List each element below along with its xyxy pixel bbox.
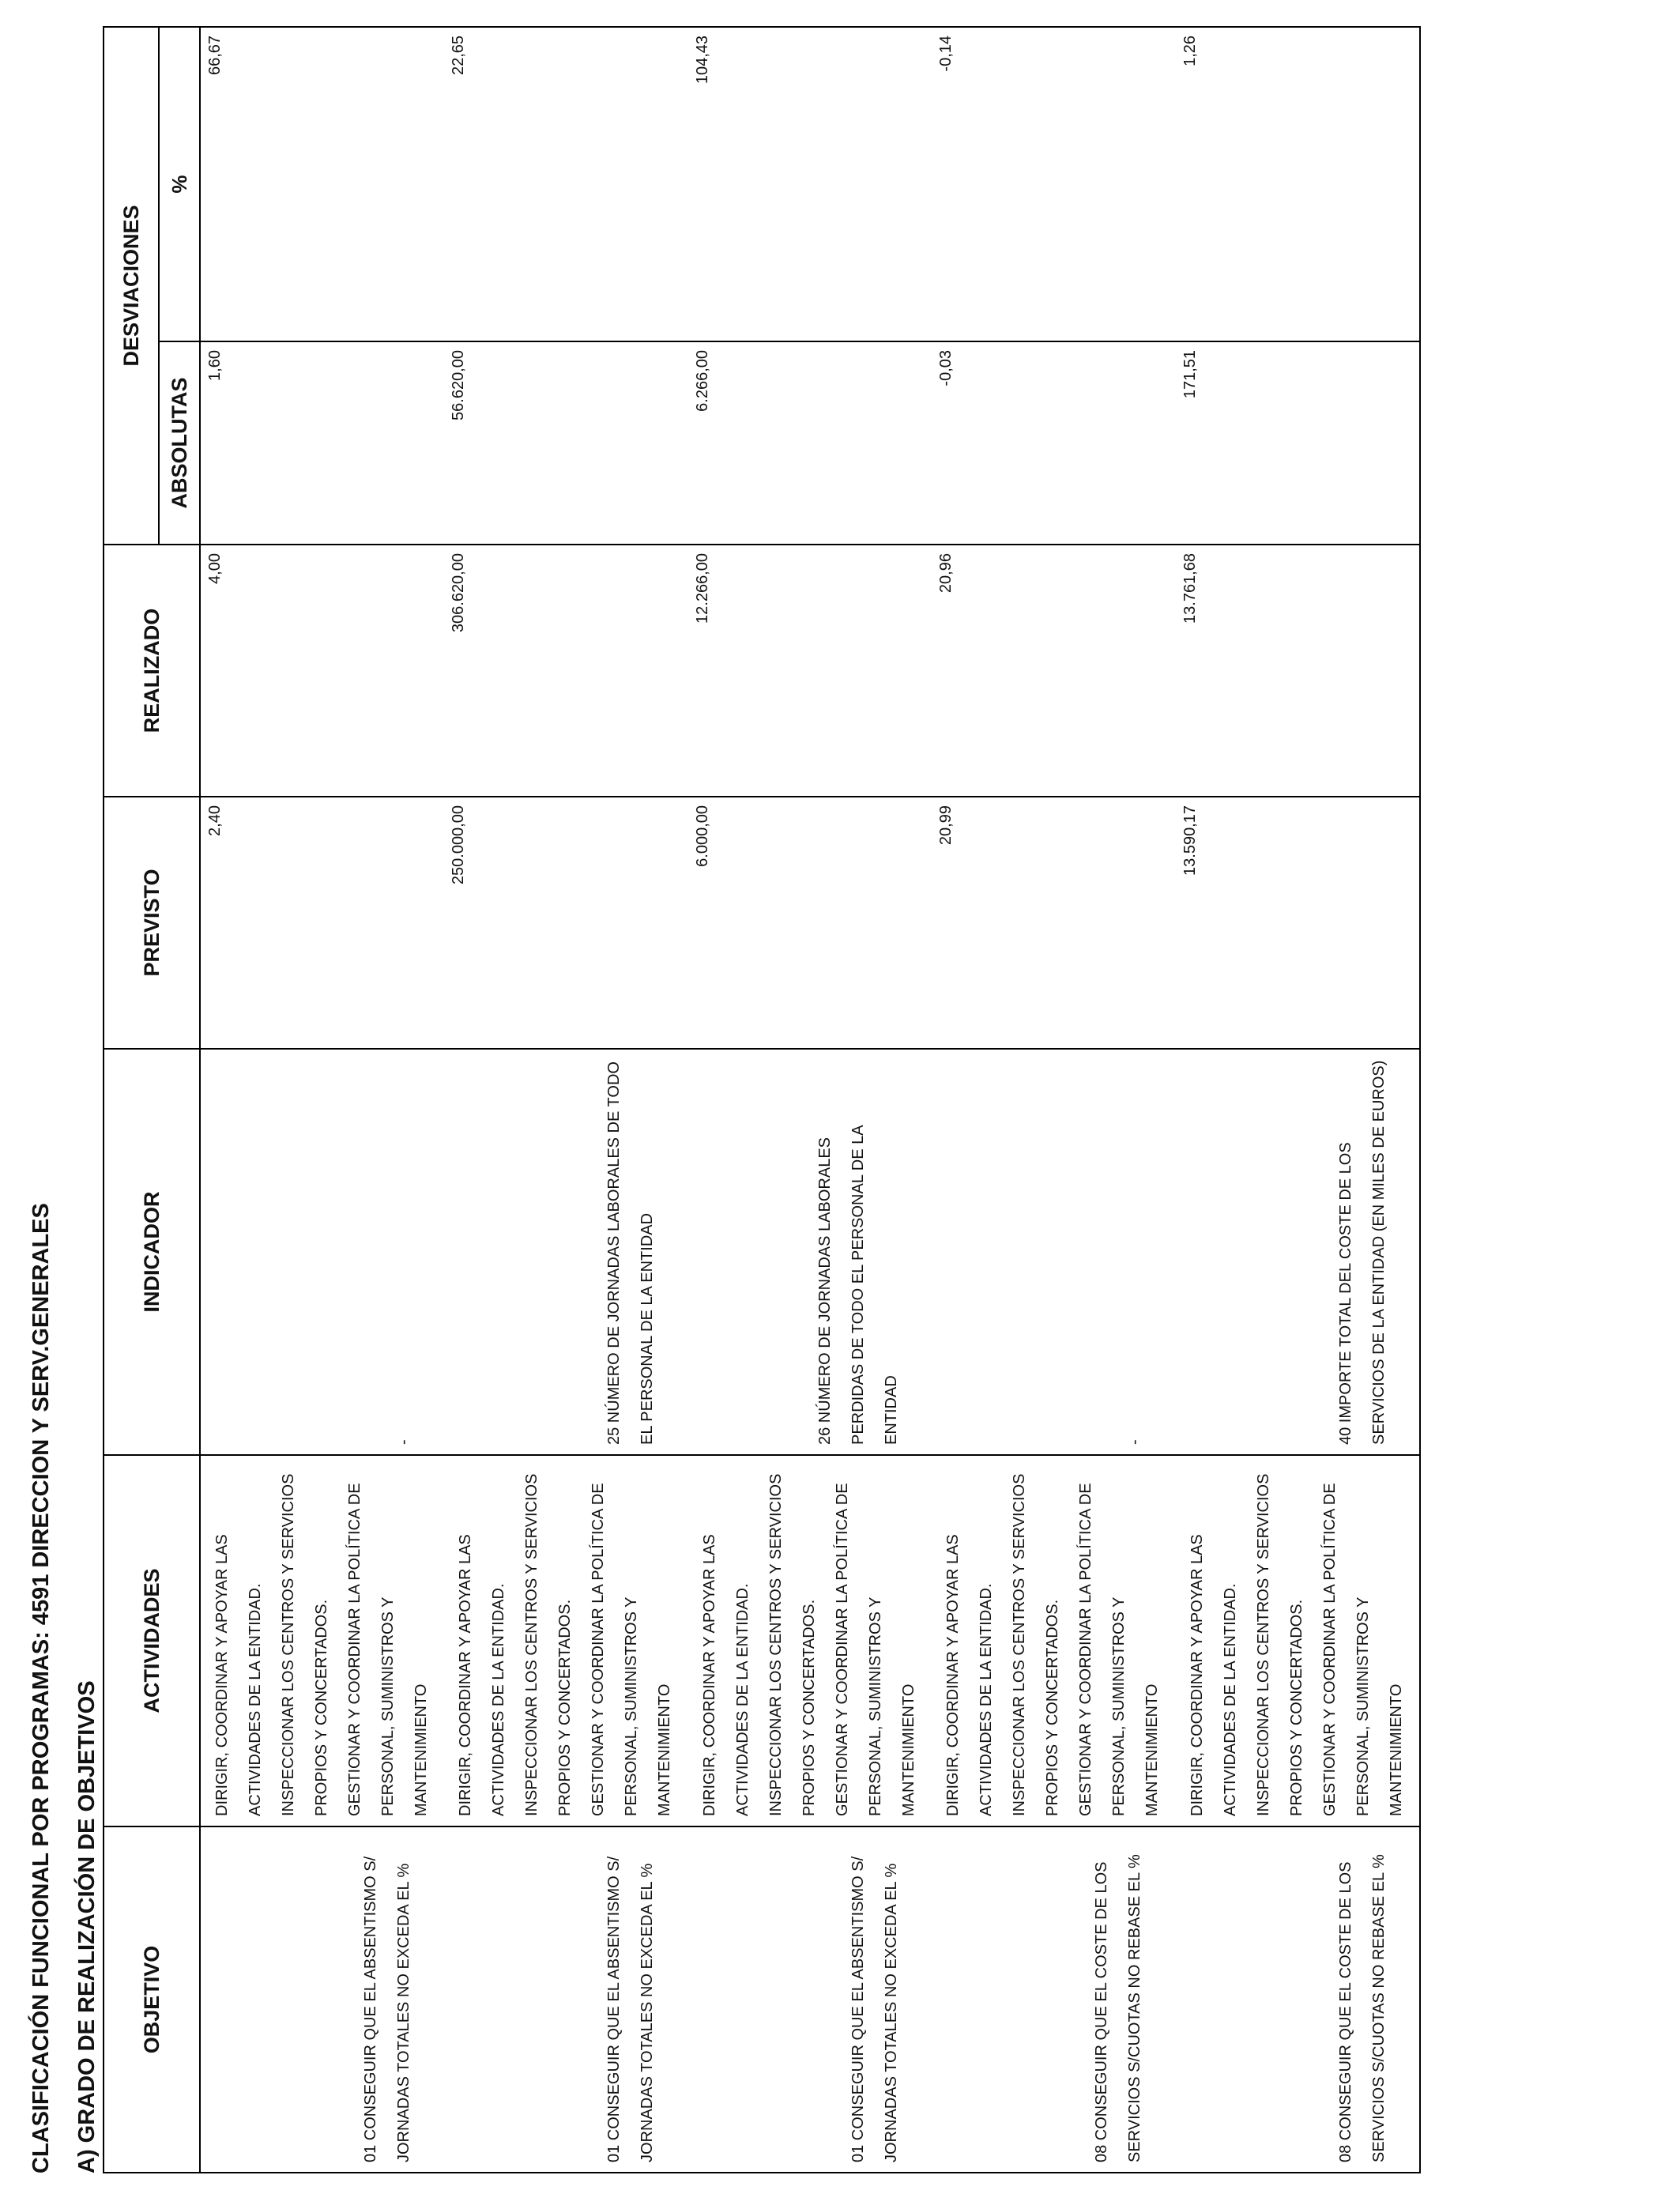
activity-line: INSPECCIONAR LOS CENTROS Y SERVICIOS PROPIOS Y CONCERTADOS.	[1011, 1473, 1062, 1816]
indicador-text: 40 IMPORTE TOTAL DEL COSTE DE LOS SERVICIOS DE LA ENTIDAD (EN MILES DE EUROS)	[1336, 1060, 1388, 1445]
actividades-cell	[932, 1455, 1175, 1826]
porcentaje-value: 104,43	[693, 35, 711, 85]
header-previsto: PREVISTO	[104, 797, 200, 1049]
indicador-cell	[932, 1049, 1175, 1455]
document-title: CLASIFICACIÓN FUNCIONAL POR PROGRAMAS: 4591 DIRECCION Y SERV.GENERALES	[28, 1203, 54, 2173]
activity-line: INSPECCIONAR LOS CENTROS Y SERVICIOS PROPIOS Y CONCERTADOS.	[280, 1473, 330, 1816]
porcentaje-cell	[1176, 27, 1420, 341]
activity-line: DIRIGIR, COORDINAR Y APOYAR LAS ACTIVIDADES DE LA ENTIDAD.	[1188, 1534, 1239, 1816]
realizado-value: 12.266,00	[693, 553, 711, 624]
activity-line: INSPECCIONAR LOS CENTROS Y SERVICIOS PROPIOS Y CONCERTADOS.	[523, 1473, 574, 1816]
porcentaje-cell	[444, 27, 687, 341]
objetivo-text: 08 CONSEGUIR QUE EL COSTE DE LOS SERVICIOS S/CUOTAS NO REBASE EL %	[1093, 1854, 1144, 2162]
activity-line: GESTIONAR Y COORDINAR LA POLÍTICA DE PERSONAL, SUMINISTROS Y MANTENIMIENTO	[833, 1483, 917, 1816]
previsto-cell	[200, 797, 444, 1049]
previsto-value: 20,99	[937, 805, 955, 846]
header-actividades: ACTIVIDADES	[104, 1455, 200, 1826]
indicador-cell	[1176, 1049, 1420, 1455]
indicador-text: 26 NÚMERO DE JORNADAS LABORALES PERDIDAS DE TODO EL PERSONAL DE LA ENTIDAD	[816, 1125, 900, 1445]
indicador-text: -	[395, 1439, 412, 1445]
objetivo-cell	[444, 1826, 687, 2173]
previsto-value: 13.590,17	[1181, 805, 1199, 876]
indicador-text: 25 NÚMERO DE JORNADAS LABORALES DE TODO EL PERSONAL DE LA ENTIDAD	[605, 1061, 657, 1445]
absolutas-value: 1,60	[206, 350, 224, 381]
realizado-value: 20,96	[937, 553, 955, 594]
porcentaje-cell	[200, 27, 444, 341]
table-row	[1176, 27, 1420, 2173]
objetivo-cell	[688, 1826, 932, 2173]
objetivo-cell	[200, 1826, 444, 2173]
activity-line: DIRIGIR, COORDINAR Y APOYAR LAS ACTIVIDADES DE LA ENTIDAD.	[944, 1534, 996, 1816]
actividades-cell	[1176, 1455, 1420, 1826]
objetivo-text: 01 CONSEGUIR QUE EL ABSENTISMO S/ JORNADAS TOTALES NO EXCEDA EL %	[362, 1856, 412, 2162]
previsto-value: 250.000,00	[450, 805, 468, 885]
header-absolutas: ABSOLUTAS	[159, 341, 200, 545]
actividades-cell	[200, 1455, 444, 1826]
objetivo-text: 01 CONSEGUIR QUE EL ABSENTISMO S/ JORNADAS TOTALES NO EXCEDA EL %	[605, 1856, 657, 2162]
activity-line: GESTIONAR Y COORDINAR LA POLÍTICA DE PERSONAL, SUMINISTROS Y MANTENIMIENTO	[1077, 1483, 1162, 1816]
previsto-cell	[444, 797, 687, 1049]
activity-line: GESTIONAR Y COORDINAR LA POLÍTICA DE PERSONAL, SUMINISTROS Y MANTENIMIENTO	[1320, 1483, 1405, 1816]
previsto-cell	[932, 797, 1175, 1049]
porcentaje-cell	[688, 27, 932, 341]
header-porcentaje: %	[159, 27, 200, 341]
table-row	[444, 27, 687, 2173]
indicador-cell	[200, 1049, 444, 1455]
realizado-value: 13.761,68	[1181, 553, 1199, 624]
realizado-cell	[932, 545, 1175, 797]
actividades-cell	[444, 1455, 687, 1826]
activity-line: INSPECCIONAR LOS CENTROS Y SERVICIOS PROPIOS Y CONCERTADOS.	[1254, 1473, 1305, 1816]
activity-line: GESTIONAR Y COORDINAR LA POLÍTICA DE PERSONAL, SUMINISTROS Y MANTENIMIENTO	[590, 1483, 674, 1816]
realizado-cell	[444, 545, 687, 797]
activity-line: DIRIGIR, COORDINAR Y APOYAR LAS ACTIVIDADES DE LA ENTIDAD.	[457, 1534, 508, 1816]
header-objetivo: OBJETIVO	[104, 1826, 200, 2173]
objetivo-cell	[932, 1826, 1175, 2173]
activity-line: GESTIONAR Y COORDINAR LA POLÍTICA DE PERSONAL, SUMINISTROS Y MANTENIMIENTO	[346, 1483, 430, 1816]
realizado-value: 306.620,00	[450, 553, 468, 633]
absolutas-value: -0,03	[937, 350, 955, 386]
realizado-cell	[1176, 545, 1420, 797]
activity-line: DIRIGIR, COORDINAR Y APOYAR LAS ACTIVIDADES DE LA ENTIDAD.	[700, 1534, 751, 1816]
realizado-value: 4,00	[206, 553, 224, 584]
porcentaje-value: 1,26	[1181, 35, 1199, 66]
absolutas-cell	[1176, 341, 1420, 545]
indicador-cell	[444, 1049, 687, 1455]
activity-line: INSPECCIONAR LOS CENTROS Y SERVICIOS PROPIOS Y CONCERTADOS.	[767, 1473, 818, 1816]
table-row	[932, 27, 1175, 2173]
porcentaje-value: -0,14	[937, 35, 955, 72]
header-desviaciones: DESVIACIONES	[104, 27, 159, 545]
porcentaje-value: 22,65	[450, 35, 468, 76]
absolutas-cell	[200, 341, 444, 545]
realizado-cell	[200, 545, 444, 797]
absolutas-value: 56.620,00	[450, 350, 468, 420]
porcentaje-cell	[932, 27, 1175, 341]
objetivo-text: 08 CONSEGUIR QUE EL COSTE DE LOS SERVICIOS S/CUOTAS NO REBASE EL %	[1336, 1854, 1388, 2162]
indicador-cell	[688, 1049, 932, 1455]
porcentaje-value: 66,67	[206, 35, 224, 76]
header-realizado: REALIZADO	[104, 545, 200, 797]
section-subtitle: A) GRADO DE REALIZACIÓN DE OBJETIVOS	[74, 1680, 100, 2173]
previsto-value: 2,40	[206, 805, 224, 836]
objetivo-text: 01 CONSEGUIR QUE EL ABSENTISMO S/ JORNADAS TOTALES NO EXCEDA EL %	[849, 1856, 900, 2162]
indicador-text: -	[1126, 1439, 1144, 1445]
previsto-cell	[688, 797, 932, 1049]
table-row	[200, 27, 444, 2173]
absolutas-cell	[932, 341, 1175, 545]
activity-line: DIRIGIR, COORDINAR Y APOYAR LAS ACTIVIDADES DE LA ENTIDAD.	[213, 1534, 264, 1816]
absolutas-value: 171,51	[1181, 350, 1199, 399]
previsto-value: 6.000,00	[693, 805, 711, 867]
header-indicador: INDICADOR	[104, 1049, 200, 1455]
absolutas-value: 6.266,00	[693, 350, 711, 412]
actividades-cell	[688, 1455, 932, 1826]
objectives-table	[103, 26, 1421, 2173]
realizado-cell	[688, 545, 932, 797]
table-row	[688, 27, 932, 2173]
absolutas-cell	[688, 341, 932, 545]
header-row-group	[104, 27, 159, 2173]
objetivo-cell	[1176, 1826, 1420, 2173]
absolutas-cell	[444, 341, 687, 545]
previsto-cell	[1176, 797, 1420, 1049]
